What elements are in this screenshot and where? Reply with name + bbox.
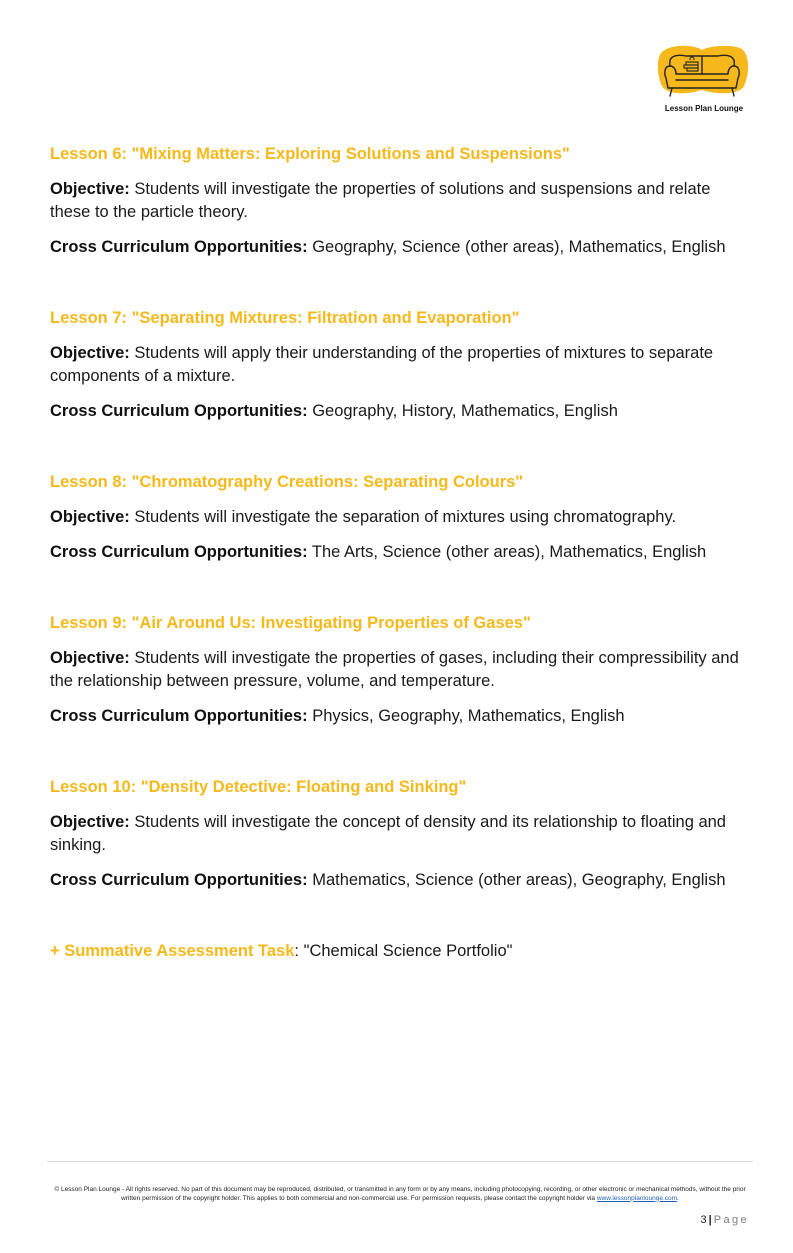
cross-curriculum-label: Cross Curriculum Opportunities: [50, 402, 308, 420]
cross-curriculum [50, 236, 755, 259]
lesson-7 [50, 307, 755, 423]
cross-curriculum-label: Cross Curriculum Opportunities: [50, 238, 308, 256]
page-word: Page [713, 1214, 749, 1226]
objective-text: Students will investigate the properties of solutions and suspensions and relate these to the particle theory. [50, 180, 711, 221]
cross-curriculum [50, 869, 755, 892]
cross-curriculum-text: Geography, History, Mathematics, English [307, 402, 618, 420]
sofa-icon [656, 44, 752, 104]
objective-label: Objective: [50, 180, 130, 198]
objective [50, 647, 755, 693]
lesson-title: Lesson 10: "Density Detective: Floating and Sinking" [50, 778, 467, 796]
page-number-value: 3 [700, 1214, 707, 1226]
lesson-title: Lesson 7: "Separating Mixtures: Filtration and Evaporation" [50, 309, 520, 327]
objective [50, 811, 755, 857]
page-number [701, 1214, 750, 1226]
lesson-6 [50, 143, 755, 259]
objective-text: Students will investigate the properties of gases, including their compressibility and the relationship between pressure, volume, and temperature. [50, 649, 739, 690]
website-link[interactable]: www.lessonplanlounge.com [596, 1194, 678, 1202]
lesson-8 [50, 471, 755, 564]
objective [50, 342, 755, 388]
cross-curriculum-label: Cross Curriculum Opportunities: [50, 543, 308, 561]
cross-curriculum-text: Geography, Science (other areas), Mathematics, English [307, 238, 726, 256]
cross-curriculum-label: Cross Curriculum Opportunities: [50, 871, 308, 889]
footer-divider [47, 1161, 753, 1162]
cross-curriculum [50, 541, 755, 564]
cross-curriculum-text: The Arts, Science (other areas), Mathematics, English [307, 543, 707, 561]
lesson-list [50, 143, 755, 962]
brand-logo [656, 44, 752, 118]
cross-curriculum [50, 705, 755, 728]
lesson-title: Lesson 9: "Air Around Us: Investigating Properties of Gases" [50, 614, 531, 632]
summative-text: : "Chemical Science Portfolio" [294, 942, 513, 960]
cross-curriculum-text: Physics, Geography, Mathematics, English [307, 707, 625, 725]
objective-label: Objective: [50, 508, 130, 526]
lesson-9 [50, 612, 755, 728]
cross-curriculum-label: Cross Curriculum Opportunities: [50, 707, 308, 725]
page-separator: | [708, 1214, 712, 1226]
objective-text: Students will investigate the separation of mixtures using chromatography. [129, 508, 677, 526]
logo-text: Lesson Plan Lounge [664, 104, 744, 113]
objective-text: Students will investigate the concept of density and its relationship to floating and sinking. [50, 813, 726, 854]
objective-text: Students will apply their understanding of the properties of mixtures to separate components of a mixture. [50, 344, 714, 385]
lesson-title: Lesson 6: "Mixing Matters: Exploring Solutions and Suspensions" [50, 145, 570, 163]
lesson-title: Lesson 8: "Chromatography Creations: Separating Colours" [50, 473, 524, 491]
objective-label: Objective: [50, 813, 130, 831]
objective-label: Objective: [50, 344, 130, 362]
lesson-10 [50, 776, 755, 892]
objective [50, 178, 755, 224]
footer-copyright [50, 1186, 750, 1203]
objective [50, 506, 755, 529]
cross-curriculum-text: Mathematics, Science (other areas), Geography, English [307, 871, 726, 889]
copyright-text: © Lesson Plan Lounge - All rights reserved. No part of this document may be reproduced, distributed, or transmitted in any form or by any means, including photocopying, recording, or other electronic or mechanical methods, without the prior written permission of the copyright holder. This applies to both commercial and non-commercial use. For permission requests, please contact the copyright holder via [54, 1186, 746, 1202]
copyright-end: . [677, 1194, 679, 1202]
summative-label: + Summative Assessment Task [50, 942, 295, 960]
summative-assessment [50, 940, 755, 962]
objective-label: Objective: [50, 649, 130, 667]
cross-curriculum [50, 400, 755, 423]
